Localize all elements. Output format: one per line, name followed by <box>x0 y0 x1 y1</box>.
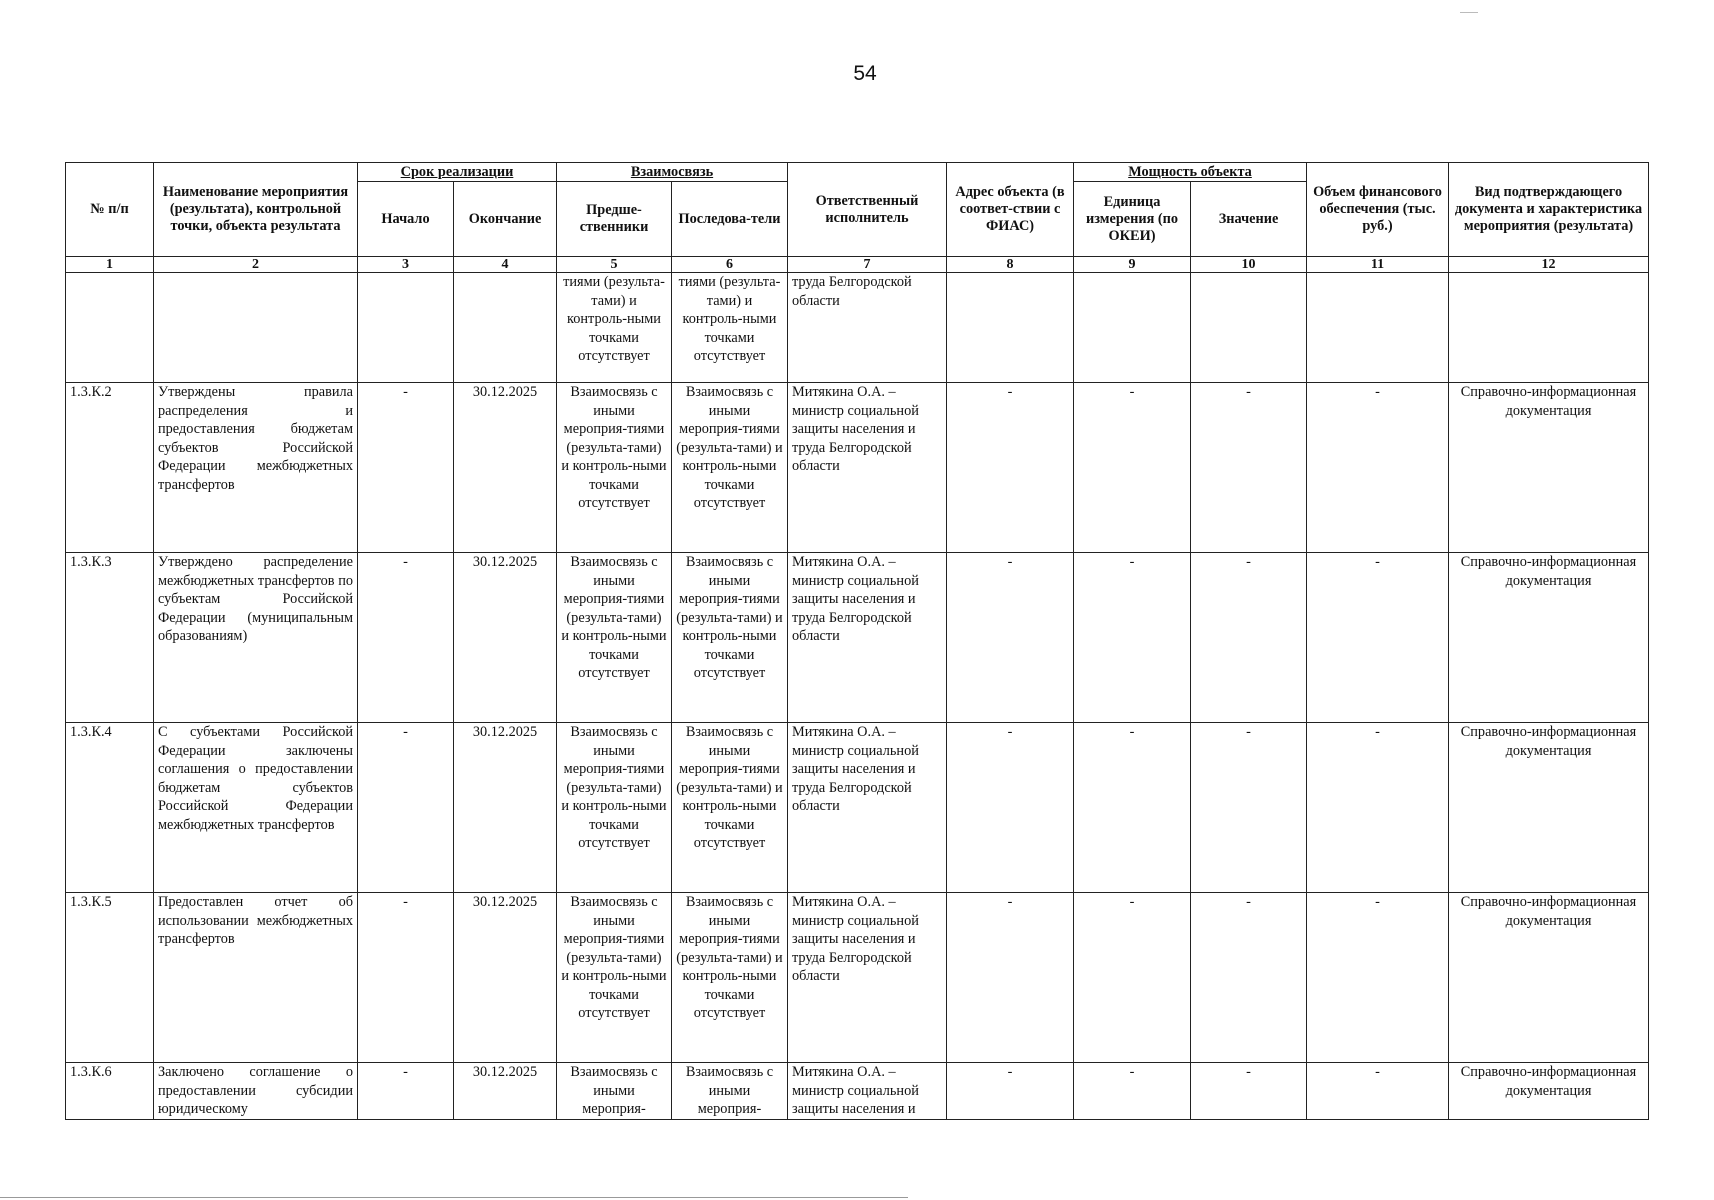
header-finance: Объем финансового обеспечения (тыс. руб.) <box>1307 163 1449 257</box>
cell-end: 30.12.2025 <box>454 383 557 553</box>
cell-finance: - <box>1307 1063 1449 1120</box>
cell-finance: - <box>1307 383 1449 553</box>
cell-finance: - <box>1307 893 1449 1063</box>
cell-predecessors: тиями (результа-тами) и контроль-ными точками отсутствует <box>557 273 672 383</box>
cell-successors: Взаимосвязь с иными мероприя-тиями (результа-тами) и контроль-ными точками отсутствует <box>672 723 788 893</box>
cell-responsible: Митякина О.А. – министр социальной защиты населения и труда Белгородской области <box>788 383 947 553</box>
cell-id: 1.3.К.4 <box>66 723 154 893</box>
cell-unit: - <box>1074 1063 1191 1120</box>
cell-unit: - <box>1074 383 1191 553</box>
header-value: Значение <box>1191 182 1307 257</box>
cell-doc: Справочно-информационная документация <box>1449 553 1649 723</box>
cell-empty <box>1191 273 1307 383</box>
header-link-group: Взаимосвязь <box>557 163 788 182</box>
cell-unit: - <box>1074 723 1191 893</box>
col-number: 9 <box>1074 257 1191 273</box>
cell-name: Заключено соглашение о предоставлении субсидии юридическому <box>154 1063 358 1120</box>
cell-empty <box>1307 273 1449 383</box>
header-successors: Последова-тели <box>672 182 788 257</box>
cell-start: - <box>358 1063 454 1120</box>
col-number: 10 <box>1191 257 1307 273</box>
col-number: 5 <box>557 257 672 273</box>
cell-end: 30.12.2025 <box>454 893 557 1063</box>
cell-name: Утверждено распределение межбюджетных трансфертов по субъектам Российской Федерации (муниципальным образованиям) <box>154 553 358 723</box>
cell-responsible: Митякина О.А. – министр социальной защиты населения и труда Белгородской области <box>788 553 947 723</box>
table-row <box>66 553 1649 723</box>
cell-empty <box>454 273 557 383</box>
cell-value: - <box>1191 383 1307 553</box>
cell-empty <box>1449 273 1649 383</box>
table-row <box>66 723 1649 893</box>
cell-predecessors: Взаимосвязь с иными мероприя-тиями (результа-тами) и контроль-ными точками отсутствует <box>557 723 672 893</box>
cell-responsible: Митякина О.А. – министр социальной защиты населения и труда Белгородской области <box>788 893 947 1063</box>
header-address: Адрес объекта (в соответ-ствии с ФИАС) <box>947 163 1074 257</box>
col-number: 1 <box>66 257 154 273</box>
cell-predecessors: Взаимосвязь с иными мероприя-тиями (результа-тами) и контроль-ными точками отсутствует <box>557 383 672 553</box>
col-number: 12 <box>1449 257 1649 273</box>
header-start: Начало <box>358 182 454 257</box>
col-number: 3 <box>358 257 454 273</box>
cell-start: - <box>358 723 454 893</box>
header-term-group: Срок реализации <box>358 163 557 182</box>
plan-table <box>65 162 1649 1120</box>
cell-address: - <box>947 893 1074 1063</box>
cell-id: 1.3.К.3 <box>66 553 154 723</box>
col-number: 11 <box>1307 257 1449 273</box>
col-number: 7 <box>788 257 947 273</box>
col-number: 8 <box>947 257 1074 273</box>
cell-empty <box>358 273 454 383</box>
cell-id: 1.3.К.6 <box>66 1063 154 1120</box>
cell-value: - <box>1191 553 1307 723</box>
cell-end: 30.12.2025 <box>454 1063 557 1120</box>
cell-value: - <box>1191 1063 1307 1120</box>
cell-predecessors: Взаимосвязь с иными мероприя-тиями (результа-тами) и контроль-ными точками отсутствует <box>557 893 672 1063</box>
table-row-continuation <box>66 273 1649 383</box>
header-predecessors: Предше-ственники <box>557 182 672 257</box>
cell-responsible: Митякина О.А. – министр социальной защиты населения и <box>788 1063 947 1120</box>
cell-responsible: труда Белгородской области <box>788 273 947 383</box>
col-number: 2 <box>154 257 358 273</box>
cell-empty <box>154 273 358 383</box>
scan-artifact-line <box>0 1197 908 1198</box>
cell-responsible: Митякина О.А. – министр социальной защиты населения и труда Белгородской области <box>788 723 947 893</box>
header-unit: Единица измерения (по ОКЕИ) <box>1074 182 1191 257</box>
table-row <box>66 893 1649 1063</box>
cell-doc: Справочно-информационная документация <box>1449 723 1649 893</box>
cell-successors: Взаимосвязь с иными мероприя- <box>672 1063 788 1120</box>
cell-end: 30.12.2025 <box>454 553 557 723</box>
cell-name: С субъектами Российской Федерации заключены соглашения о предоставлении бюджетам субъектов Российской Федерации межбюджетных трансфертов <box>154 723 358 893</box>
cell-doc: Справочно-информационная документация <box>1449 1063 1649 1120</box>
cell-id: 1.3.К.2 <box>66 383 154 553</box>
cell-name: Утверждены правила распределения и предоставления бюджетам субъектов Российской Федерации межбюджетных трансфертов <box>154 383 358 553</box>
cell-predecessors: Взаимосвязь с иными мероприя-тиями (результа-тами) и контроль-ными точками отсутствует <box>557 553 672 723</box>
cell-finance: - <box>1307 723 1449 893</box>
cell-empty <box>1074 273 1191 383</box>
cell-address: - <box>947 723 1074 893</box>
cell-start: - <box>358 383 454 553</box>
header-end: Окончание <box>454 182 557 257</box>
cell-successors: Взаимосвязь с иными мероприя-тиями (результа-тами) и контроль-ными точками отсутствует <box>672 553 788 723</box>
header-doc-type: Вид подтверждающего документа и характеристика мероприятия (результата) <box>1449 163 1649 257</box>
header-capacity-group: Мощность объекта <box>1074 163 1307 182</box>
cell-end: 30.12.2025 <box>454 723 557 893</box>
scan-artifact-tick <box>1460 12 1478 13</box>
page-number: 54 <box>853 62 877 85</box>
col-number: 6 <box>672 257 788 273</box>
cell-successors: тиями (результа-тами) и контроль-ными точками отсутствует <box>672 273 788 383</box>
cell-doc: Справочно-информационная документация <box>1449 893 1649 1063</box>
cell-name: Предоставлен отчет об использовании межбюджетных трансфертов <box>154 893 358 1063</box>
cell-empty <box>947 273 1074 383</box>
col-number: 4 <box>454 257 557 273</box>
cell-unit: - <box>1074 893 1191 1063</box>
cell-successors: Взаимосвязь с иными мероприя-тиями (результа-тами) и контроль-ными точками отсутствует <box>672 893 788 1063</box>
cell-address: - <box>947 553 1074 723</box>
cell-successors: Взаимосвязь с иными мероприя-тиями (результа-тами) и контроль-ными точками отсутствует <box>672 383 788 553</box>
cell-finance: - <box>1307 553 1449 723</box>
cell-doc: Справочно-информационная документация <box>1449 383 1649 553</box>
cell-start: - <box>358 553 454 723</box>
cell-value: - <box>1191 723 1307 893</box>
header-responsible: Ответственный исполнитель <box>788 163 947 257</box>
cell-value: - <box>1191 893 1307 1063</box>
cell-empty <box>66 273 154 383</box>
cell-address: - <box>947 383 1074 553</box>
header-number: № п/п <box>66 163 154 257</box>
header-name: Наименование мероприятия (результата), контрольной точки, объекта результата <box>154 163 358 257</box>
table-row <box>66 1063 1649 1120</box>
cell-predecessors: Взаимосвязь с иными мероприя- <box>557 1063 672 1120</box>
cell-start: - <box>358 893 454 1063</box>
cell-unit: - <box>1074 553 1191 723</box>
cell-address: - <box>947 1063 1074 1120</box>
table-row <box>66 383 1649 553</box>
cell-id: 1.3.К.5 <box>66 893 154 1063</box>
